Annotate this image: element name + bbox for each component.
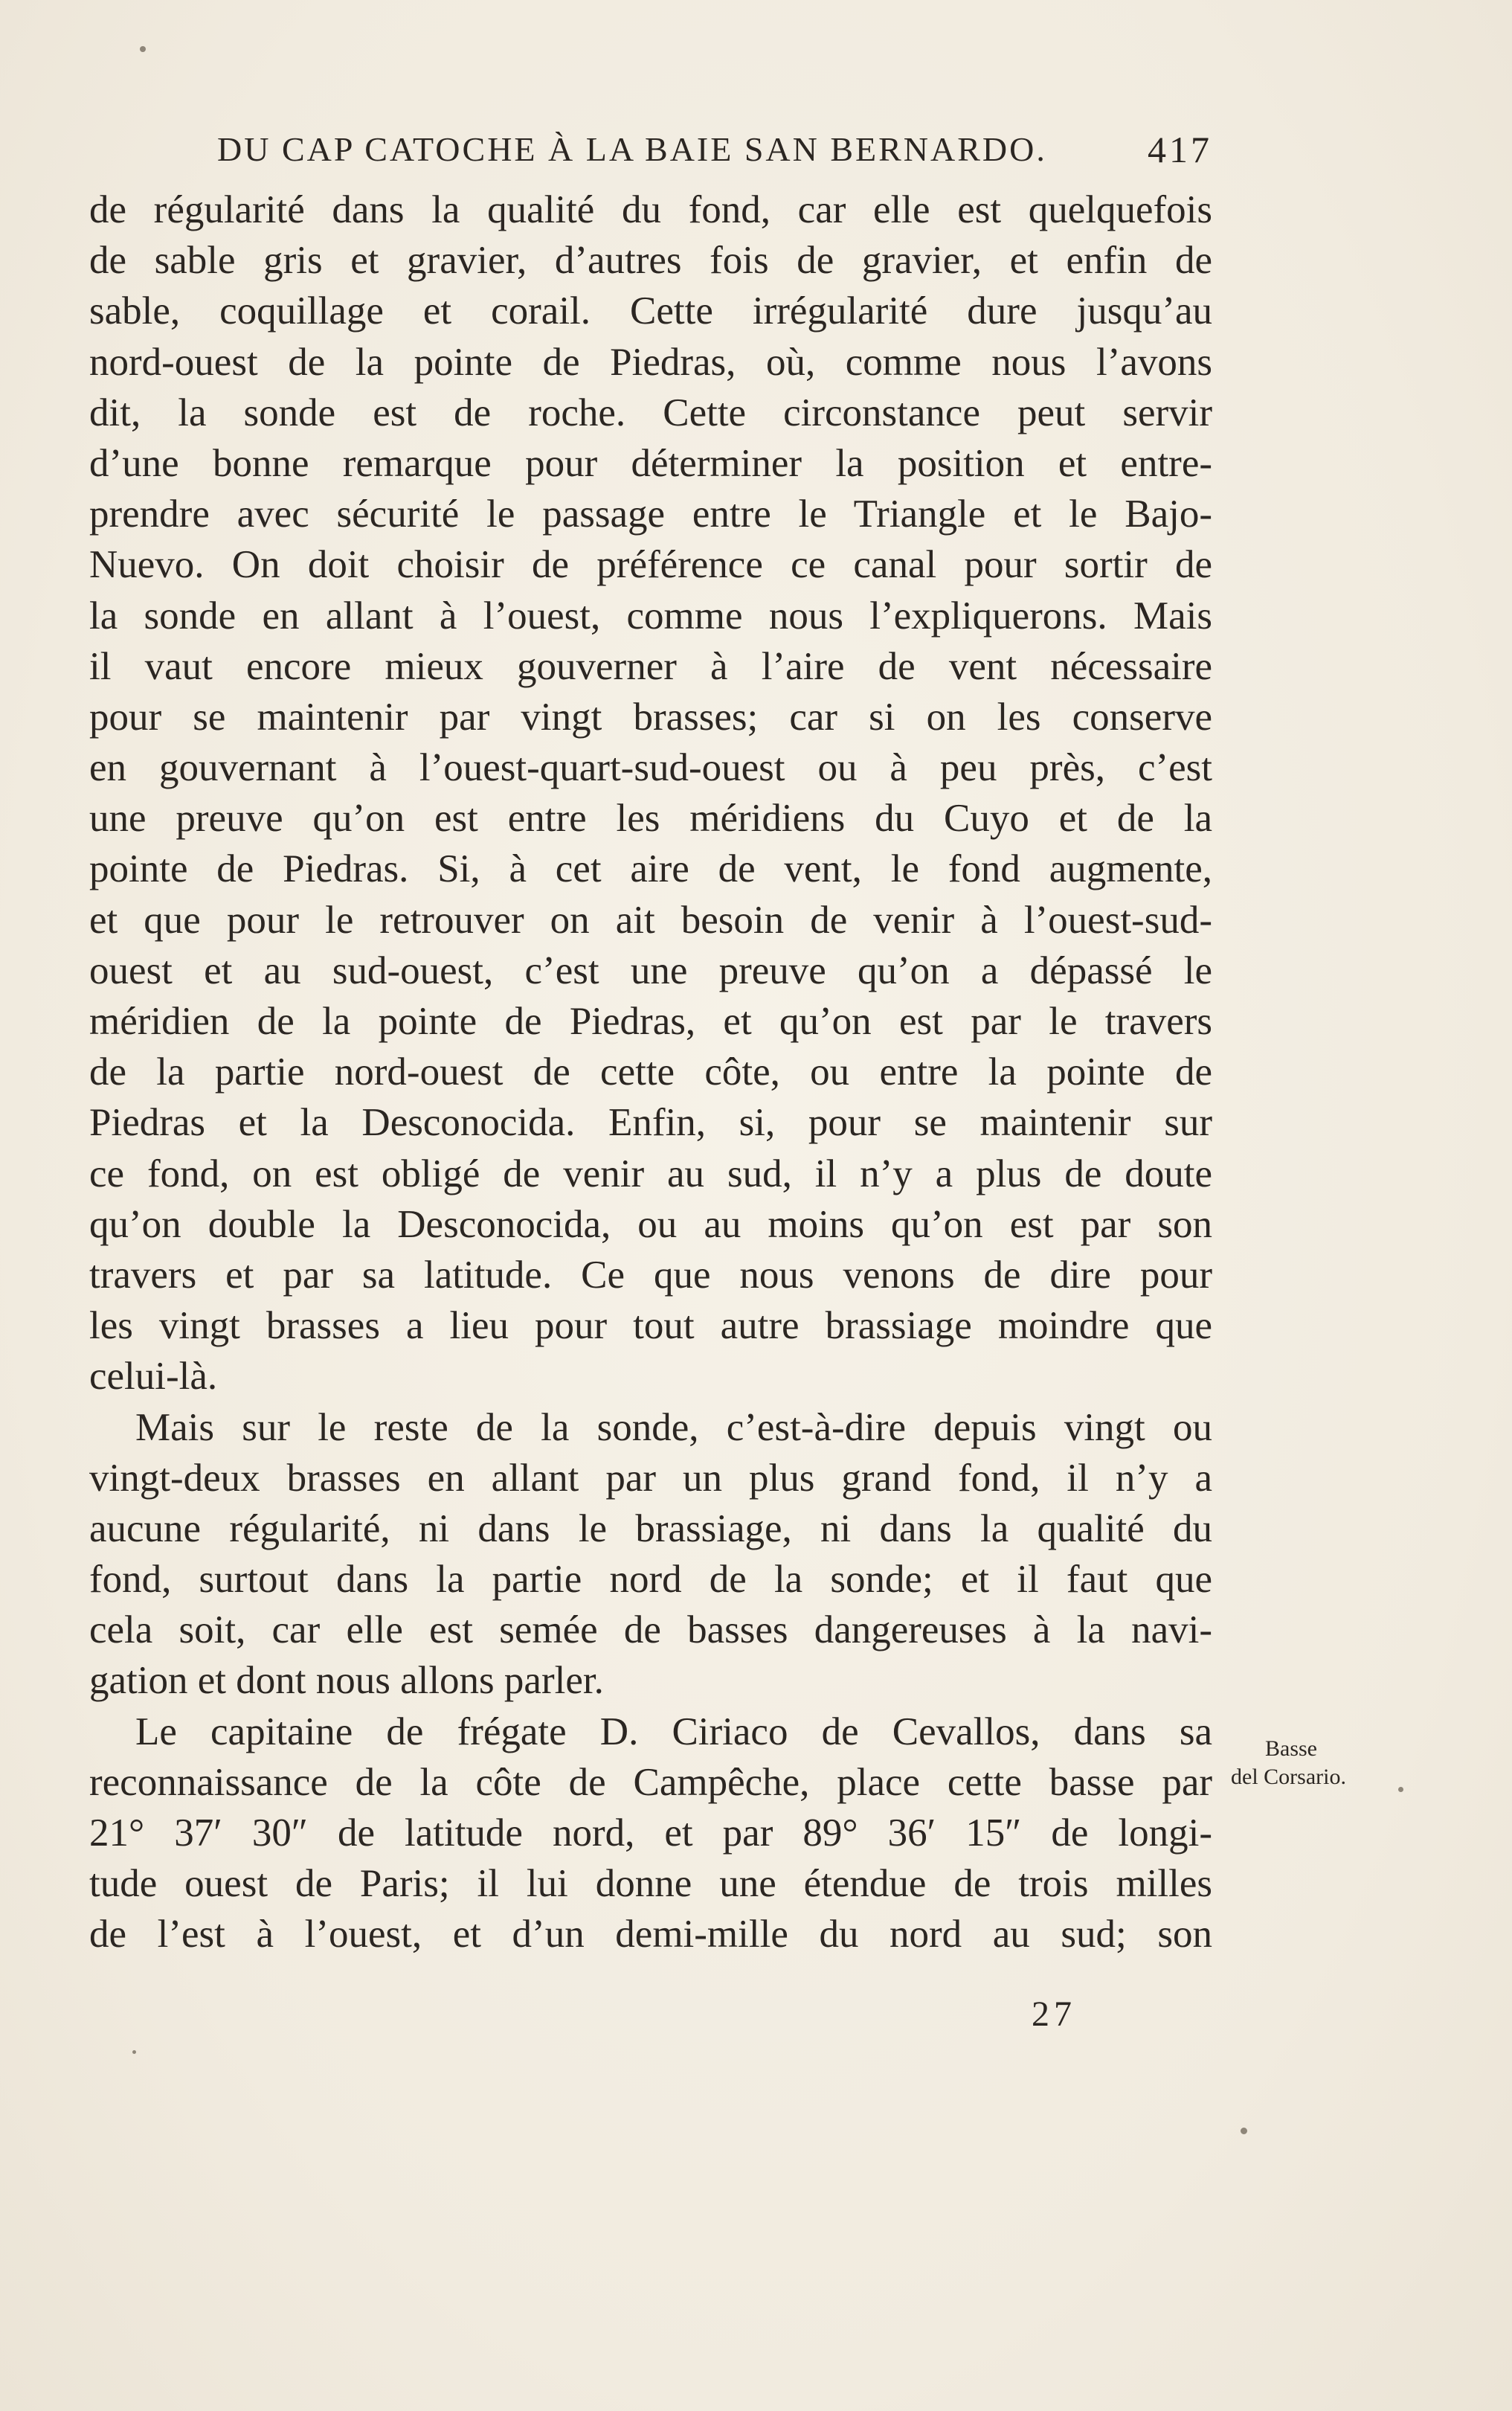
- text-line: la sonde en allant à l’ouest, comme nous l’expliquerons. Mais: [89, 594, 1212, 638]
- paper-speck: [1241, 2128, 1247, 2134]
- text-line: pointe de Piedras. Si, à cet aire de vent, le fond augmente,: [89, 847, 1212, 891]
- text-line: une preuve qu’on est entre les méridiens du Cuyo et de la: [89, 797, 1212, 841]
- signature-mark: 27: [1032, 1994, 1076, 2034]
- text-line: cela soit, car elle est semée de basses dangereuses à la navi-: [89, 1608, 1212, 1652]
- text-line: d’une bonne remarque pour déterminer la position et entre-: [89, 441, 1212, 485]
- text-line: reconnaissance de la côte de Campêche, place cette basse par: [89, 1760, 1212, 1804]
- text-line: gation et dont nous allons parler.: [89, 1659, 604, 1703]
- text-line: fond, surtout dans la partie nord de la sonde; et il faut que: [89, 1558, 1212, 1602]
- text-line: dit, la sonde est de roche. Cette circonstance peut servir: [89, 391, 1212, 434]
- paper-speck: [1398, 1787, 1403, 1792]
- margin-note: [1231, 1735, 1365, 1791]
- text-line: sable, coquillage et corail. Cette irrégularité dure jusqu’au: [89, 289, 1212, 333]
- text-line: Mais sur le reste de la sonde, c’est-à-dire depuis vingt ou: [135, 1405, 1212, 1449]
- text-line: Le capitaine de frégate D. Ciriaco de Cevallos, dans sa: [135, 1709, 1212, 1753]
- text-line: en gouvernant à l’ouest-quart-sud-ouest ou à peu près, c’est: [89, 746, 1212, 790]
- text-line: de sable gris et gravier, d’autres fois de gravier, et enfin de: [89, 239, 1212, 283]
- text-line: vingt-deux brasses en allant par un plus grand fond, il n’y a: [89, 1456, 1212, 1500]
- text-line: de l’est à l’ouest, et d’un demi-mille du nord au sud; son: [89, 1913, 1212, 1956]
- running-header: [89, 123, 1212, 176]
- running-title: DU CAP CATOCHE À LA BAIE SAN BERNARDO.: [217, 130, 1047, 168]
- text-line: travers et par sa latitude. Ce que nous venons de dire pour: [89, 1253, 1212, 1297]
- text-line: prendre avec sécurité le passage entre le Triangle et le Bajo-: [89, 492, 1212, 536]
- text-line: tude ouest de Paris; il lui donne une étendue de trois milles: [89, 1862, 1212, 1906]
- text-line: Nuevo. On doit choisir de préférence ce canal pour sortir de: [89, 543, 1212, 587]
- text-line: celui-là.: [89, 1355, 218, 1399]
- page-number: 417: [1148, 129, 1212, 170]
- text-line: 21° 37′ 30″ de latitude nord, et par 89° 36′ 15″ de longi-: [89, 1811, 1212, 1855]
- body-text: [89, 184, 1212, 1960]
- text-line: les vingt brasses a lieu pour tout autre brassiage moindre que: [89, 1304, 1212, 1348]
- text-line: de régularité dans la qualité du fond, car elle est quelquefois: [89, 188, 1212, 231]
- text-line: méridien de la pointe de Piedras, et qu’on est par le travers: [89, 1000, 1212, 1043]
- margin-note-line: del Corsario.: [1231, 1765, 1346, 1789]
- paper-speck: [140, 46, 146, 52]
- text-line: Piedras et la Desconocida. Enfin, si, pour se maintenir sur: [89, 1101, 1212, 1145]
- margin-note-line: Basse: [1265, 1736, 1317, 1761]
- text-line: de la partie nord-ouest de cette côte, ou entre la pointe de: [89, 1050, 1212, 1094]
- text-line: qu’on double la Desconocida, ou au moins qu’on est par son: [89, 1202, 1212, 1246]
- text-line: et que pour le retrouver on ait besoin de venir à l’ouest-sud-: [89, 898, 1212, 942]
- text-line: nord-ouest de la pointe de Piedras, où, comme nous l’avons: [89, 340, 1212, 384]
- text-line: ouest et au sud-ouest, c’est une preuve qu’on a dépassé le: [89, 948, 1212, 992]
- paper-speck: [132, 2050, 136, 2054]
- text-line: pour se maintenir par vingt brasses; car si on les conserve: [89, 695, 1212, 739]
- text-line: aucune régularité, ni dans le brassiage, ni dans la qualité du: [89, 1506, 1212, 1550]
- text-line: ce fond, on est obligé de venir au sud, il n’y a plus de doute: [89, 1152, 1212, 1195]
- text-line: il vaut encore mieux gouverner à l’aire de vent nécessaire: [89, 644, 1212, 688]
